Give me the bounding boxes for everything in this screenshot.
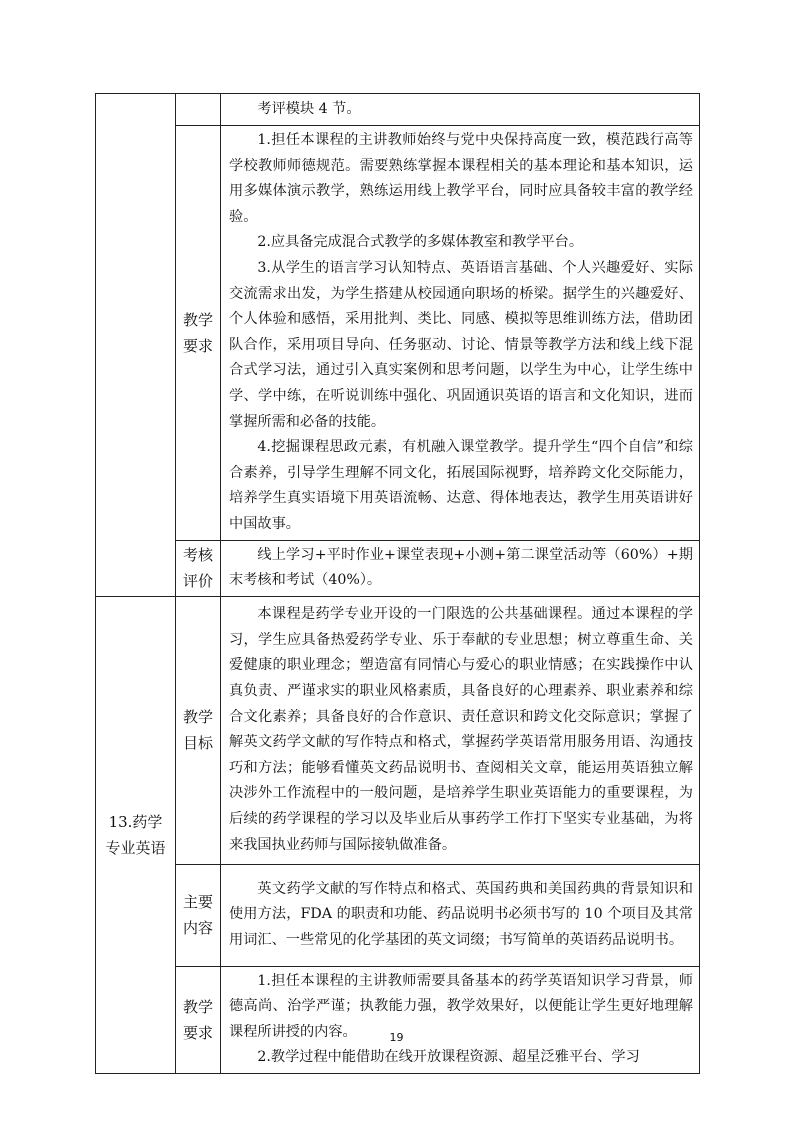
assessment-tail-text: 考评模块 4 节。 <box>257 100 361 117</box>
assessment-text: 线上学习+平时作业+课堂表现+小测+第二课堂活动等（60%）+期末考核和考试（40%）。 <box>229 546 693 589</box>
teaching-req-paragraph: 3.从学生的语言学习认知特点、英语语言基础、个人兴趣爱好、实际交流需求出发，为学生搭建从校园通向职场的桥梁。据学生的兴趣爱好、个人体验和感悟，采用批判、类比、同感、模拟等思维训练方法，借助团队合作，采用项目导向、任务驱动、讨论、情景等教学方法和线上线下混合式学习法，通过引入真实案例和思考问题，以学生为中心，让学生练中学、学中练，在听说训练中强化、巩固通识英语的语言和文化知识，进而掌握所需和必备的技能。 <box>229 259 693 430</box>
objectives-text: 本课程是药学专业开设的一门限选的公共基础课程。通过本课程的学习，学生应具备热爱药学专业、乐于奉献的专业思想；树立尊重生命、关爱健康的职业理念；塑造富有同情心与爱心的职业情感；在实践操作中认真负责、严谨求实的职业风格素质，具备良好的心理素养、职业素养和综合文化素养；具备良好的合作意识、责任意识和跨文化交际意识；掌握了解英文药学文献的写作特点和格式，掌握药学英语常用服务用语、沟通技巧和方法；能够看懂英文药品说明书、查阅相关文章，能运用英语独立解决涉外工作流程中的一般问题，是培养学生职业英语能力的重要课程，为后续的药学课程的学习以及毕业后从事药学工作打下坚实专业基础，为将来我国执业药师与国际接轨做准备。 <box>229 606 693 853</box>
course-name-line1: 13.药学 <box>108 812 163 831</box>
objectives-label: 教学 目标 <box>176 596 221 864</box>
teaching-req-content-13 <box>221 966 700 1073</box>
teaching-req-label: 教学 要求 <box>176 126 221 541</box>
assessment-tail-cell <box>221 94 700 126</box>
teaching-req-paragraph: 1.担任本课程的主讲教师始终与党中央保持高度一致，模范践行高等学校教师师德规范。需要熟练掌握本课程相关的基本理论和基本知识，运用多媒体演示教学，熟练运用线上教学平台，同时应具备较丰富的教学经验。 <box>229 132 693 225</box>
teaching-req-paragraph: 2.应具备完成混合式教学的多媒体教室和教学平台。 <box>257 234 584 251</box>
course-name-cell-prev <box>96 94 176 597</box>
teaching-req-label-13: 教学 要求 <box>176 966 221 1073</box>
course-table <box>95 93 700 1074</box>
content-label: 主要 内容 <box>176 864 221 966</box>
content-text: 英文药学文献的写作特点和格式、英国药典和美国药典的背景知识和使用方法，FDA 的职责和功能、药品说明书必须书写的 10 个项目及其常用词汇、一些常见的化学基团的英文词缀；书写简单的英语药品说明书。 <box>229 880 693 948</box>
page-number: 19 <box>389 1031 404 1044</box>
course-name-line2: 专业英语 <box>105 838 166 857</box>
teaching-req-paragraph: 4.挖掘课程思政元素，有机融入课堂教学。提升学生“四个自信”和综合素养，引导学生理解不同文化，拓展国际视野，培养跨文化交际能力，培养学生真实语境下用英语流畅、达意、得体地表达，教学生用英语讲好中国故事。 <box>229 439 693 532</box>
content-content <box>221 864 700 966</box>
objectives-content <box>221 596 700 864</box>
assessment-content <box>221 540 700 596</box>
teaching-req-paragraph: 1.担任本课程的主讲教师需要具备基本的药学英语知识学习背景，师德高尚、治学严谨；执教能力强，教学效果好，以便能让学生更好地理解课程所讲授的内容。 <box>229 972 693 1040</box>
teaching-req-content <box>221 126 700 541</box>
course-name-cell <box>96 596 176 1073</box>
label-cell-empty <box>176 94 221 126</box>
teaching-req-paragraph: 2.教学过程中能借助在线开放课程资源、超星泛雅平台、学习 <box>257 1049 640 1066</box>
assessment-label: 考核 评价 <box>176 540 221 596</box>
